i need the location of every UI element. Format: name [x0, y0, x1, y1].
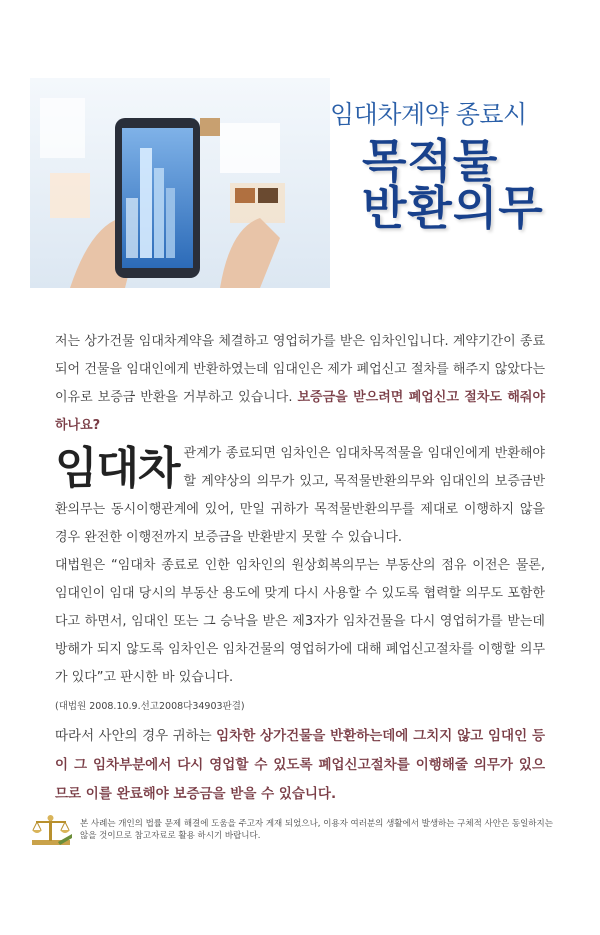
smartphone-real-estate-icon: [30, 78, 330, 288]
title-line-2: 반환의무: [362, 181, 544, 235]
scales-of-justice-icon: [28, 812, 74, 848]
intro-question-highlight: 보증금을 받으려면 폐업신고 절차도 해줘야 하나요?: [55, 390, 546, 433]
answer-paragraph-1: [55, 440, 545, 552]
answer-text-2: 대법원은 “임대차 종료로 인한 임차인의 원상회복의무는 부동산의 점유 이전은 물론, 임대인이 임대 당시의 부동산 용도에 맞게 다시 사용할 수 있도록 협력할 의무도 포함한다고 하면서, 임대인 또는 그 승낙을 받은 제3자가 임차건물을 다시 영업허가를 받는데 방해가 되지 않도록 임차인은 임차건물의 영업허가에 대해 폐업신고절차를 이행할 의무가 있다”고 판시한 바 있습니다.: [55, 558, 545, 685]
conclusion-highlight: 임차한 상가건물을 반환하는데에 그치지 않고 임대인 등이 그 임차부분에서 다시 영업할 수 있도록 폐업신고절차를 이행해줄 의무가 있으므로 이를 완료해야 보증금을 받을 수 있습니다.: [55, 728, 545, 802]
answer-text-1: 관계가 종료되면 임차인은 임대차목적물을 임대인에게 반환해야 할 계약상의 의무가 있고, 목적물반환의무와 임대인의 보증금반환의무는 동시이행관계에 있어, 만일 귀하가 목적물반환의무를 제대로 이행하지 않을 경우 완전한 이행전까지 보증금을 반환받지 못할 수 있습니다.: [55, 446, 545, 545]
answer-section: [55, 440, 545, 809]
footnote-text: 본 사례는 개인의 법률 문제 해결에 도움을 주고자 게재 되었으나, 이용자 여러분의 생활에서 발생하는 구체적 사안은 동일하지는 않을 것이므로 참고자료로 활용 하시기 바랍니다.: [80, 819, 553, 841]
footnote: [28, 812, 568, 848]
conclusion: [55, 722, 545, 809]
page-title: [362, 134, 582, 235]
title-small: 임대차계약 종료시: [330, 100, 527, 129]
intro-text: 저는 상가건물 임대차계약을 체결하고 영업허가를 받은 임차인입니다. 계약기간이 종료되어 건물을 임대인에게 반환하였는데 임대인은 제가 폐업신고 절차를 해주지 않았다는 이유로 보증금 반환을 거부하고 있습니다.: [55, 334, 545, 405]
citation: (대법원 2008.10.9.선고2008다34903판결): [55, 701, 245, 712]
conclusion-prefix: 따라서 사안의 경우 귀하는: [55, 728, 217, 744]
intro-question: [55, 328, 545, 440]
dropcap: 임대차: [55, 443, 180, 494]
title-line-1: 목적물: [362, 134, 499, 188]
